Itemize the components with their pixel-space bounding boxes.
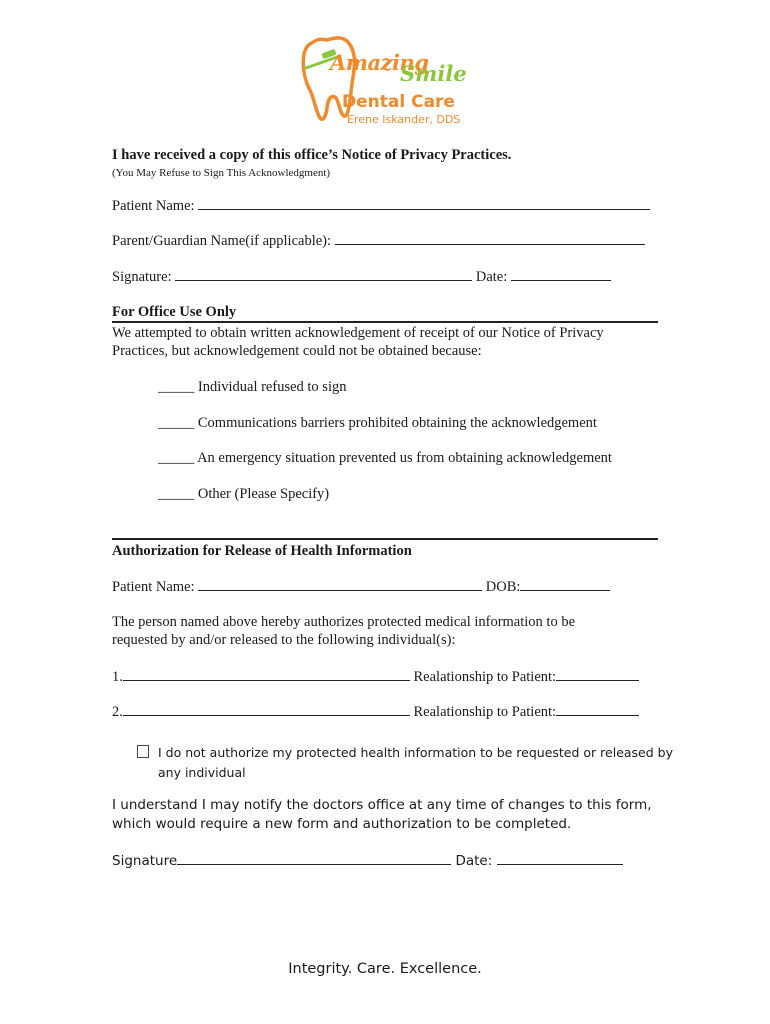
date-field[interactable] bbox=[511, 267, 611, 281]
guardian-name-row bbox=[112, 231, 645, 250]
practice-logo bbox=[296, 28, 466, 132]
office-use-option[interactable]: _____ Communications barriers prohibited obtaining the acknowledgement bbox=[158, 415, 597, 431]
office-use-option[interactable]: _____ Individual refused to sign bbox=[158, 379, 347, 395]
office-use-intro-line2: Practices, but acknowledgement could not be obtained because: bbox=[112, 343, 482, 359]
relationship-label: Realationship to Patient: bbox=[413, 669, 557, 685]
authorization-divider bbox=[112, 538, 658, 540]
dob-field[interactable] bbox=[520, 577, 610, 591]
logo-doctor-name: Erene Iskander, DDS bbox=[347, 113, 461, 126]
authorization-statement-line2: requested by and/or released to the following individual(s): bbox=[112, 632, 456, 648]
individual-number: 2. bbox=[112, 704, 123, 720]
patient-name-label: Patient Name: bbox=[112, 198, 195, 214]
opt-out-checkbox[interactable] bbox=[137, 745, 149, 758]
individual-number: 1. bbox=[112, 669, 123, 685]
final-date-field[interactable] bbox=[497, 851, 623, 865]
guardian-name-field[interactable] bbox=[335, 231, 645, 245]
individual-row-2 bbox=[112, 702, 639, 721]
logo-word-smile: Smile bbox=[400, 61, 467, 86]
final-date-label: Date: bbox=[455, 853, 493, 869]
authorization-heading: Authorization for Release of Health Information bbox=[112, 543, 412, 559]
signature-label: Signature: bbox=[112, 269, 172, 285]
guardian-name-label: Parent/Guardian Name(if applicable): bbox=[112, 233, 332, 249]
dob-label: DOB: bbox=[485, 579, 521, 595]
office-use-divider bbox=[112, 321, 658, 323]
logo-word-amazing: Amazing bbox=[330, 50, 429, 75]
final-signature-field[interactable] bbox=[177, 851, 451, 865]
individual-name-field[interactable] bbox=[123, 667, 410, 681]
auth-patient-row bbox=[112, 577, 610, 596]
footer-tagline: Integrity. Care. Excellence. bbox=[288, 961, 482, 977]
opt-out-line2: any individual bbox=[158, 765, 246, 780]
office-use-heading: For Office Use Only bbox=[112, 304, 237, 320]
authorization-statement-line1: The person named above hereby authorizes protected medical information to be bbox=[112, 614, 576, 630]
opt-out-line1: I do not authorize my protected health information to be requested or released by bbox=[158, 745, 673, 760]
final-signature-label: Signature bbox=[112, 853, 178, 869]
patient-name-row bbox=[112, 196, 650, 215]
signature-field[interactable] bbox=[175, 267, 472, 281]
auth-patient-name-label: Patient Name: bbox=[112, 579, 195, 595]
logo-practice-name: Dental Care bbox=[342, 92, 455, 112]
relationship-field[interactable] bbox=[556, 667, 639, 681]
auth-patient-name-field[interactable] bbox=[198, 577, 482, 591]
individual-row-1 bbox=[112, 667, 639, 686]
signature-date-row bbox=[112, 267, 611, 286]
office-use-option[interactable]: _____ An emergency situation prevented us from obtaining acknowledgement bbox=[158, 450, 612, 466]
office-use-intro-line1: We attempted to obtain written acknowledgement of receipt of our Notice of Privacy bbox=[112, 325, 604, 341]
acknowledgment-heading: I have received a copy of this office’s Notice of Privacy Practices. bbox=[112, 147, 512, 163]
office-use-option[interactable]: _____ Other (Please Specify) bbox=[158, 486, 330, 502]
relationship-field[interactable] bbox=[556, 702, 639, 716]
change-notice-line2: which would require a new form and authorization to be completed. bbox=[112, 816, 572, 832]
acknowledgment-subheading: (You May Refuse to Sign This Acknowledgment) bbox=[112, 167, 331, 179]
final-signature-row bbox=[112, 851, 623, 870]
date-label: Date: bbox=[475, 269, 508, 285]
patient-name-field[interactable] bbox=[198, 196, 650, 210]
individual-name-field[interactable] bbox=[123, 702, 410, 716]
relationship-label: Realationship to Patient: bbox=[413, 704, 557, 720]
change-notice-line1: I understand I may notify the doctors office at any time of changes to this form, bbox=[112, 797, 652, 813]
